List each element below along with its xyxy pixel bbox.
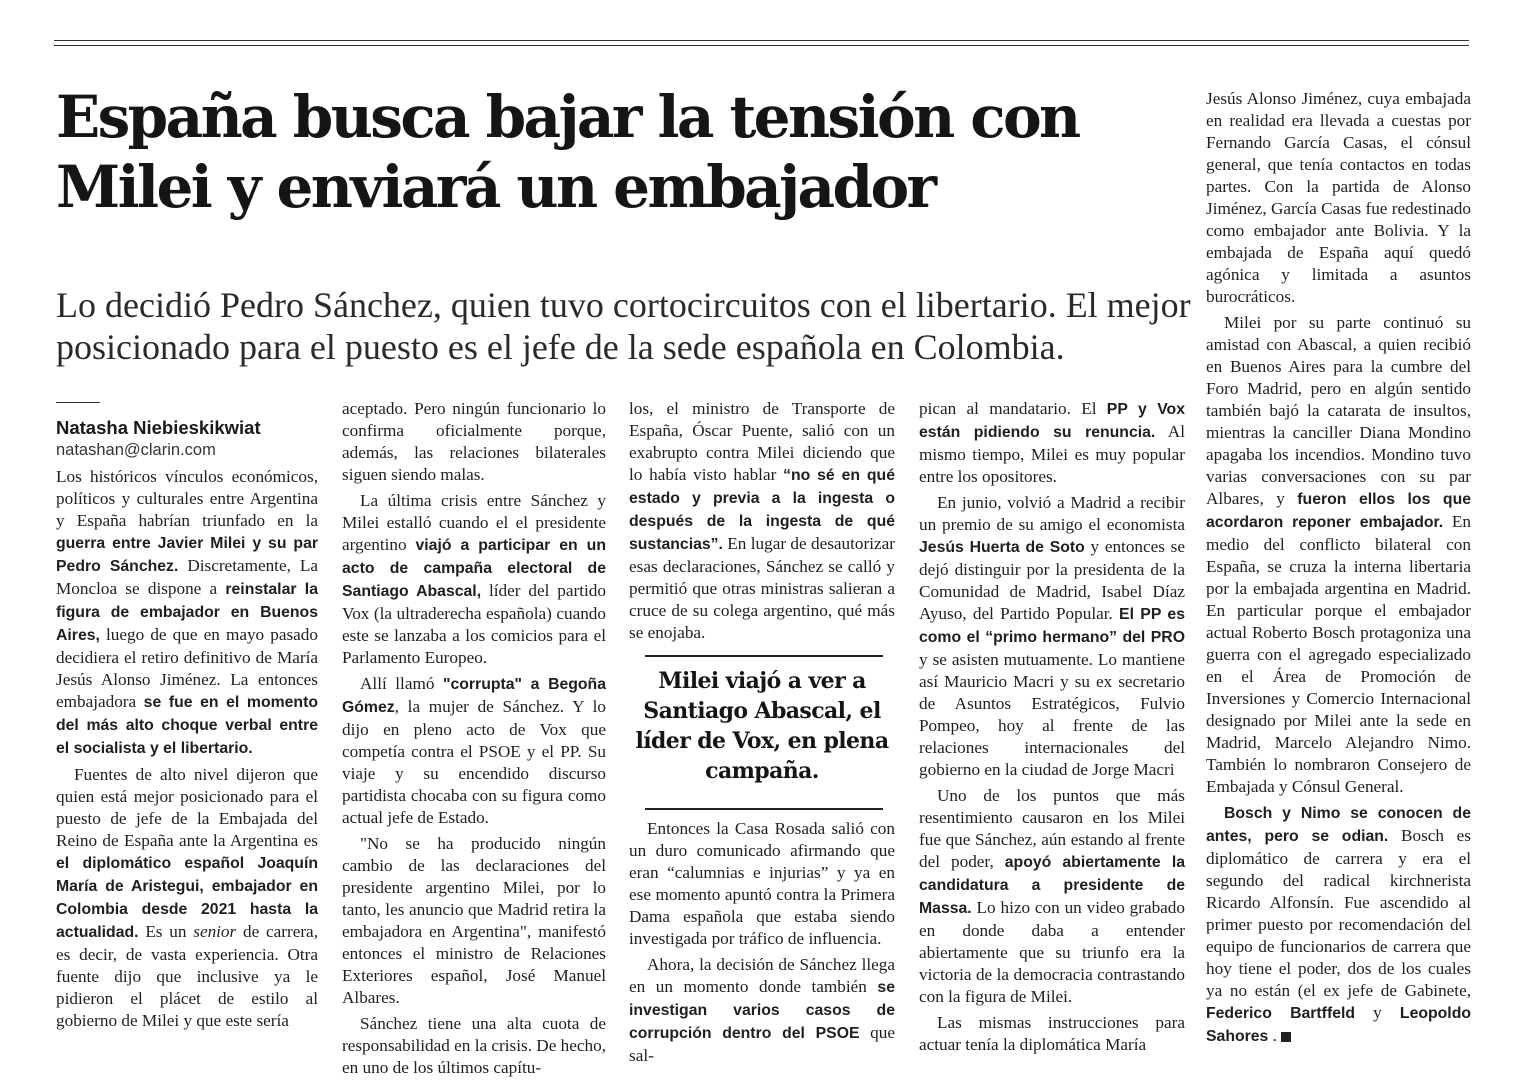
paragraph: Ahora, la decisión de Sánchez llega en un momento donde también se investigan varios casos de corrupción dentro del PSOE que sal- [629, 955, 895, 1065]
paragraph: La última crisis entre Sánchez y Milei estalló cuando el el presidente argentino viajó a participar en un acto de campaña electoral de Santiago Abascal, líder del partido Vox (la ultraderecha española) cuando este se lanzaba a los comicios para el Parlamento Europeo. [342, 491, 606, 667]
paragraph: aceptado. Pero ningún funcionario lo confirma oficialmente porque, además, las relaciones bilaterales siguen siendo malas. [342, 399, 606, 484]
paragraph: En junio, volvió a Madrid a recibir un premio de su amigo el economista Jesús Huerta de Soto y entonces se dejó distinguir por la presidenta de la Comunidad de Madrid, Isabel Díaz Ayuso, del Partido Popular. El PP es como el “primo hermano” del PRO y se asisten mutuamente. Lo mantiene así Mauricio Macri y su ex secretario de Asuntos Estratégicos, Fulvio Pompeo, hoy al frente de las relaciones internacionales del gobierno en la ciudad de Jorge Macri [919, 493, 1186, 779]
top-rule-secondary [54, 45, 1469, 46]
end-of-article-mark [1281, 1032, 1291, 1042]
author-name: Natasha Niebieskikwiat [56, 417, 261, 438]
bold-text: Leopoldo Sahores [1206, 1005, 1471, 1045]
headline: España busca bajar la tensión con Milei y enviará un embajador [56, 83, 1079, 221]
paragraph: Entonces la Casa Rosada salió con un duro comunicado afirmando que eran “calumnias e injurias” y ya en ese momento apuntó contra la Primera Dama española que estaba siendo investigada por tráfico de influencia. [629, 819, 895, 948]
column-1 [56, 466, 318, 1036]
bold-text: se fue en el momento del más alto choque verbal entre el socialista y el libertario. [56, 694, 318, 757]
pull-quote-rule-bottom [645, 808, 883, 810]
bold-text: Federico Bartffeld [1206, 1005, 1356, 1022]
paragraph: Fuentes de alto nivel dijeron que quien está mejor posicionado para el puesto de jefe de la Embajada del Reino de España ante la Argentina es el diplomático español Joaquín María de Aristegui, embajador en Colombia desde 2021 hasta la actualidad. Es un senior de carrera, es decir, de vasta experiencia. Otra fuente dijo que inclusive ya le pidieron el plácet de estilo al gobierno de Milei y que este sería [56, 765, 318, 1030]
bold-text: el diplomático español Joaquín María de Aristegui, embajador en Colombia desde 2021 hasta la actualidad. [56, 855, 318, 941]
deck-subtitle: Lo decidió Pedro Sánchez, quien tuvo cortocircuitos con el libertario. El mejor posicionado para el puesto es el jefe de la sede española en Colombia. [56, 285, 1191, 367]
pull-quote-rule-top [645, 655, 883, 657]
bold-text: Jesús Huerta de Soto [919, 539, 1085, 556]
bold-text: "corrupta" a Begoña Gómez [342, 676, 606, 716]
bold-text: fueron ellos los que acordaron reponer embajador. [1206, 491, 1472, 531]
bold-text: se investigan varios casos de corrupción dentro del PSOE [629, 979, 895, 1042]
bold-text: guerra entre Javier Milei y su par Pedro Sánchez. [56, 535, 318, 575]
pull-quote: Milei viajó a ver a Santiago Abascal, el líder de Vox, en plena campaña. [635, 668, 889, 784]
paragraph: los, el ministro de Transporte de España, Óscar Puente, salió con un exabrupto contra Milei diciendo que lo había visto hablar “no sé en qué estado y previa a la ingesta o después de la ingesta de qué sustancias”. En lugar de desautorizar esas declaraciones, Sánchez se calló y permitió que otras ministras salieran a cruce de su colega argentino, qué más se enojaba. [629, 399, 895, 642]
paragraph: "No se ha producido ningún cambio de las declaraciones del presidente argentino Milei, por lo tanto, les anuncio que Madrid retira la embajadora en Argentina", manifestó entonces el ministro de Relaciones Exteriores español, José Manuel Albares. [342, 834, 606, 1007]
column-2 [342, 398, 606, 1083]
column-5 [1206, 88, 1471, 1052]
bold-text: “no sé en qué estado y previa a la ingesta o después de la ingesta de qué sustancias”. [629, 467, 895, 553]
top-rule [54, 40, 1469, 41]
column-3-continued [629, 818, 895, 1071]
bold-text: PP y Vox están pidiendo su renuncia. [919, 401, 1185, 441]
paragraph: Jesús Alonso Jiménez, cuya embajada en realidad era llevada a cuestas por Fernando García Casas, el cónsul general, que tenía contactos en todas partes. Con la partida de Alonso Jiménez, García Casas fue redestinado como embajador ante Bolivia. Y la embajada de España aquí quedó agónica y limitada a asuntos burocráticos. [1206, 89, 1471, 306]
paragraph: Milei por su parte continuó su amistad con Abascal, a quien recibió en Buenos Aires para la cumbre del Foro Madrid, pero en algún sentido también bajó la catarata de insultos, mientras la canciller Diana Mondino apagaba los incendios. Mondino tuvo varias conversaciones con su par Albares, y fueron ellos los que acordaron reponer embajador. En medio del conflicto bilateral con España, se cruza la interna libertaria por la embajada argentina en Madrid. En particular porque el embajador actual Roberto Bosch protagoniza una guerra con el agregado especializado en el Área de Promoción de Inversiones y Comercio Internacional designado por Milei ante la sede en Madrid, Marcelo Alejandro Nimo. También lo nombraron Consejero de Embajada y Cónsul General. [1206, 313, 1472, 796]
bold-text: apoyó abiertamente la candidatura a presidente de Massa. [919, 854, 1185, 917]
italic-text: senior [193, 922, 237, 941]
bold-text: Bosch y Nimo se conocen de antes, pero se odian. [1206, 805, 1471, 845]
bold-text: viajó a participar en un acto de campaña electoral de Santiago Abascal, [342, 537, 606, 600]
bold-text: reinstalar la figura de embajador en Buenos Aires, [56, 581, 318, 644]
paragraph: Las mismas instrucciones para actuar tenía la diplomática María [919, 1013, 1185, 1054]
paragraph: Los históricos vínculos económicos, políticos y culturales entre Argentina y España habrían triunfado en la guerra entre Javier Milei y su par Pedro Sánchez. Discretamente, La Moncloa se dispone a reinstalar la figura de embajador en Buenos Aires, luego de que en mayo pasado decidiera el retiro definitivo de María Jesús Alonso Jiménez. La entonces embajadora se fue en el momento del más alto choque verbal entre el socialista y el libertario. [56, 467, 319, 757]
paragraph: Uno de los puntos que más resentimiento causaron en los Milei fue que Sánchez, aún estando al frente del poder, apoyó abiertamente la candidatura a presidente de Massa. Lo hizo con un video grabado en donde daba a entender abiertamente que su triunfo era la victoria de la democracia contrastando con la figura de Milei. [919, 786, 1185, 1006]
bold-text: El PP es como el “primo hermano” del PRO [919, 606, 1186, 646]
byline-divider [56, 402, 100, 403]
paragraph: pican al mandatario. El PP y Vox están pidiendo su renuncia. Al mismo tiempo, Milei es muy popular entre los opositores. [919, 399, 1185, 486]
paragraph: Sánchez tiene una alta cuota de responsabilidad en la crisis. De hecho, en uno de los últimos capítu- [342, 1014, 606, 1077]
paragraph: Allí llamó "corrupta" a Begoña Gómez, la mujer de Sánchez. Y lo dijo en pleno acto de Vox que competía contra el PSOE y el PP. Su viaje y su encendido discurso partidista chocaba con su figura como actual jefe de Estado. [342, 674, 606, 827]
column-3 [629, 398, 895, 648]
column-4 [919, 398, 1185, 1060]
paragraph: Bosch y Nimo se conocen de antes, pero se odian. Bosch es diplomático de carrera y era el segundo del radical kirchnerista Ricardo Alfonsín. Fue ascendido al primer puesto por recomendación del equipo de funcionarios de carrera que hoy tiene el poder, dos de los cuales ya no están (el ex jefe de Gabinete, Federico Bartffeld y Leopoldo Sahores . [1206, 805, 1471, 1045]
author-email: natashan@clarin.com [56, 441, 216, 459]
